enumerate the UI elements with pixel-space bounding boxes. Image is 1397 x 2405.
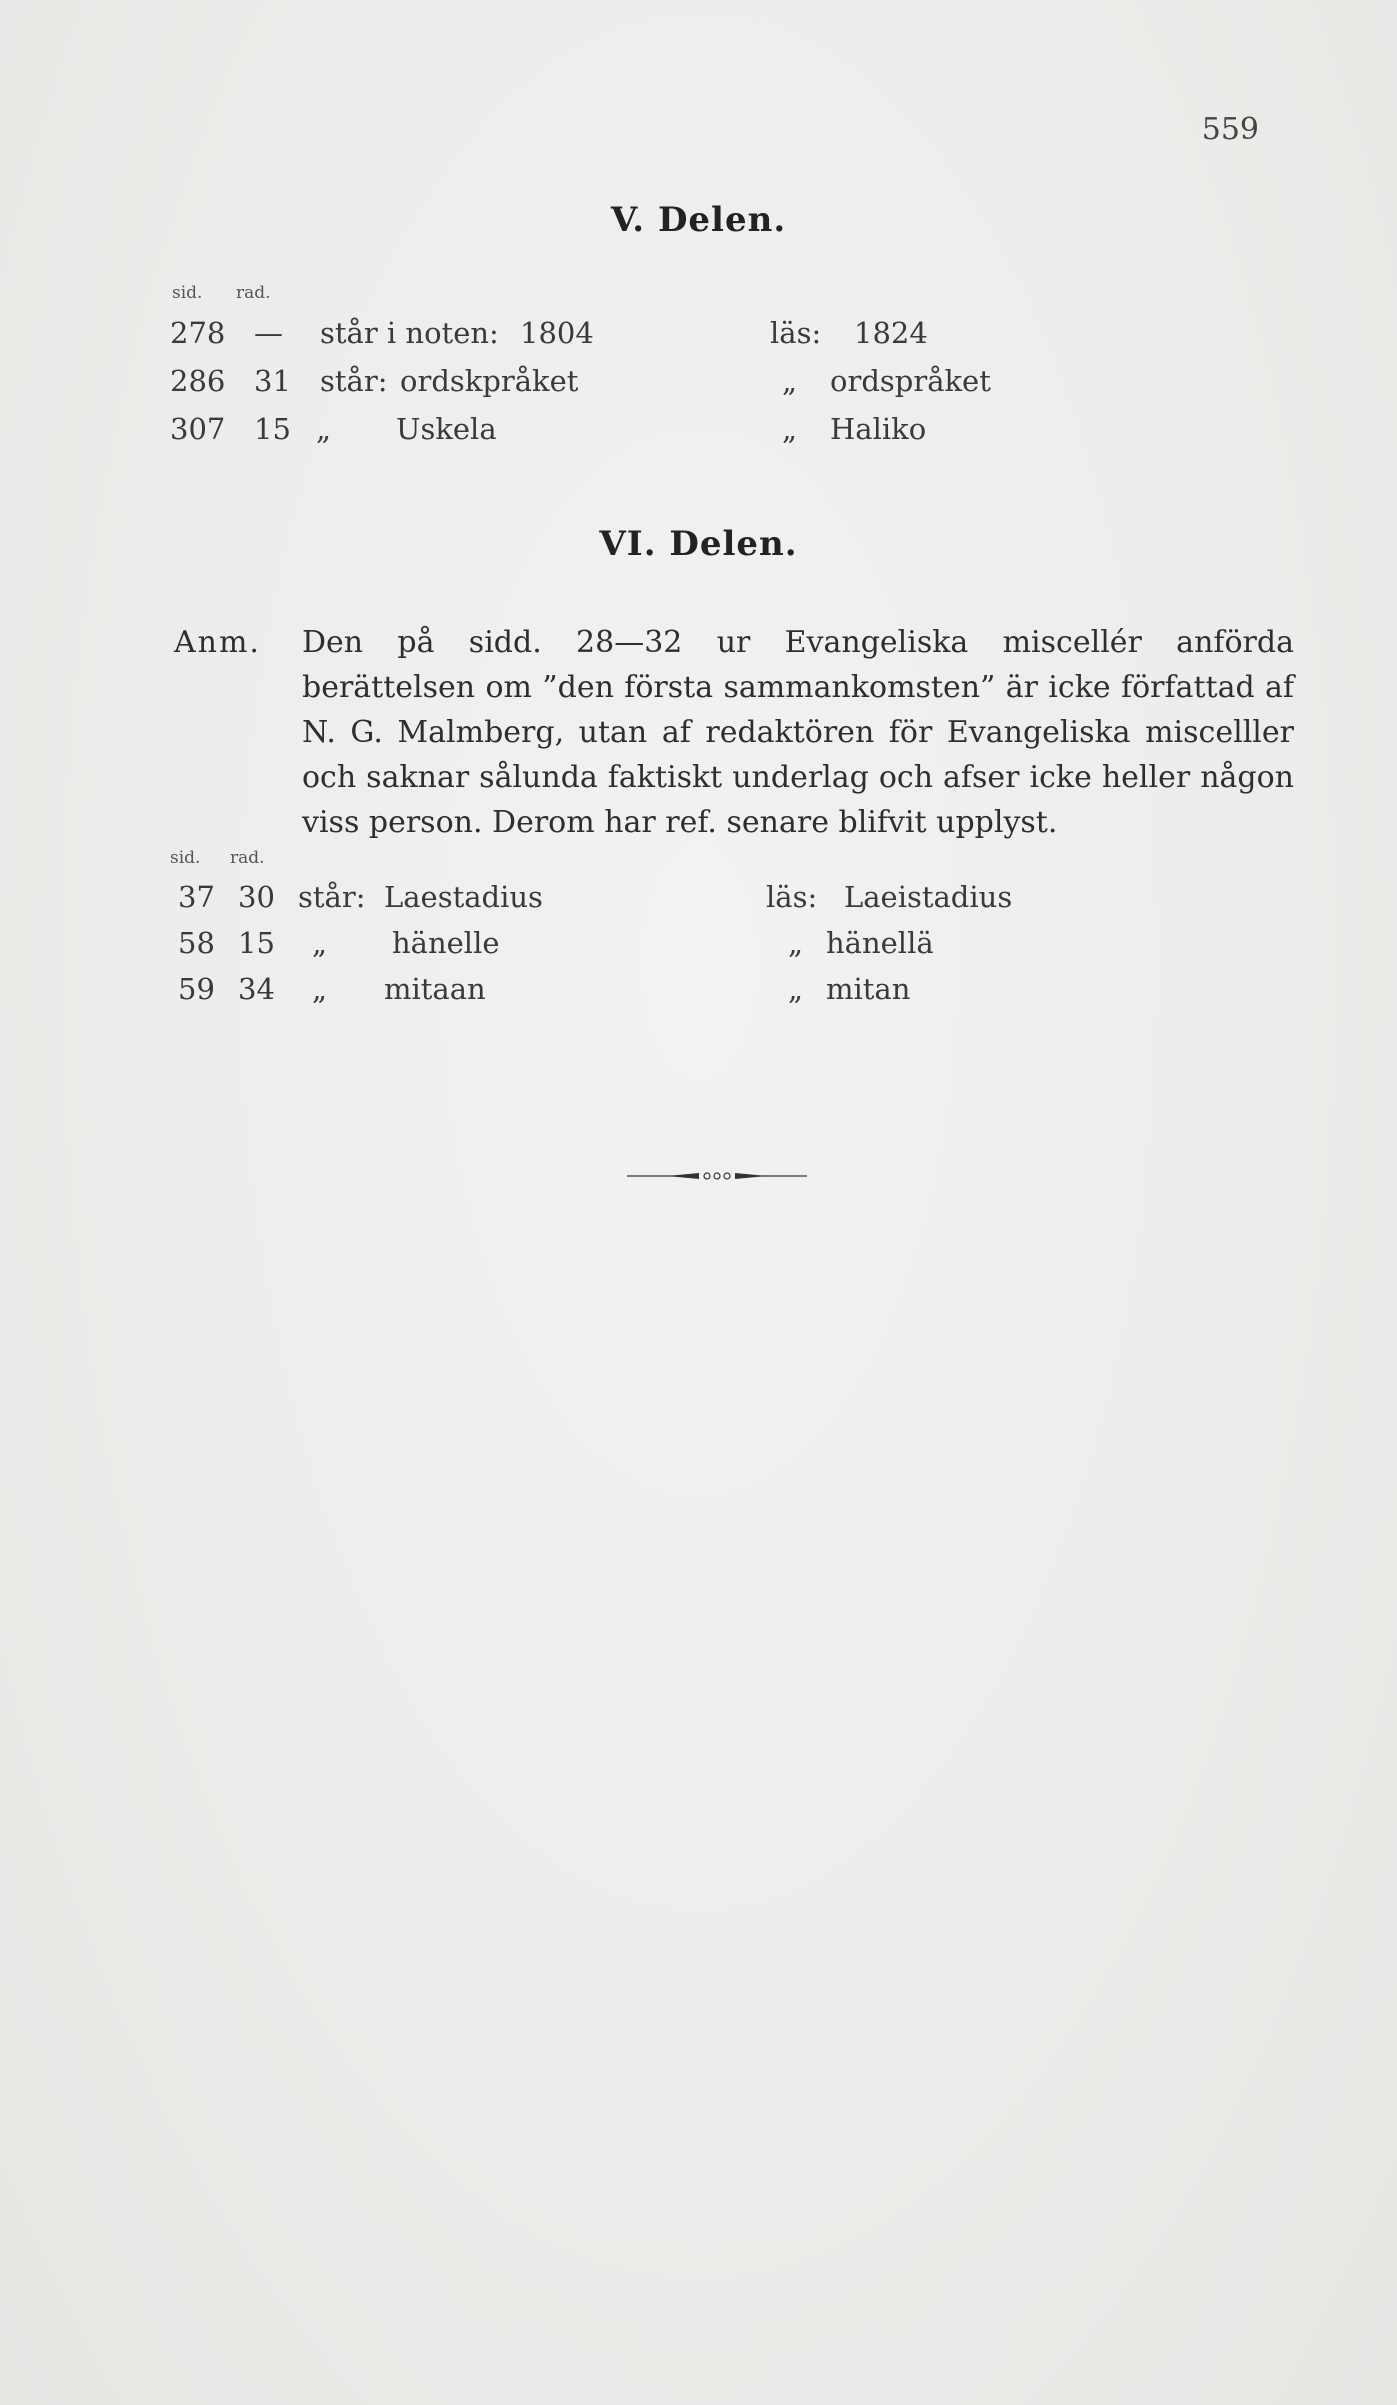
row-page: 307 — [170, 412, 226, 446]
erratum-row — [178, 972, 1078, 1012]
row-original: hänelle — [392, 926, 500, 960]
row-correction: Haliko — [830, 412, 927, 446]
row-original: Uskela — [396, 412, 497, 446]
row-correction: hänellä — [826, 926, 934, 960]
annotation-paragraph — [174, 620, 1294, 845]
column-header-rad: rad. — [236, 283, 271, 303]
row-line: 31 — [254, 364, 291, 398]
row-page: 278 — [170, 316, 226, 350]
column-header-sid: sid. — [172, 283, 203, 303]
page-number: 559 — [1201, 112, 1259, 147]
row-line: 30 — [238, 880, 275, 914]
row-read-label: „ — [782, 364, 798, 398]
annotation-label: Anm. — [174, 625, 261, 660]
row-label: „ — [312, 972, 328, 1006]
column-header-rad: rad. — [230, 848, 265, 868]
erratum-row — [170, 412, 1070, 452]
row-label: står: — [320, 364, 388, 398]
row-page: 58 — [178, 926, 215, 960]
row-page: 59 — [178, 972, 215, 1006]
row-page: 286 — [170, 364, 226, 398]
section-title-v: V. Delen. — [610, 200, 787, 240]
row-label: står i noten: — [320, 316, 499, 350]
row-read-label: „ — [788, 972, 804, 1006]
column-header-sid: sid. — [170, 848, 201, 868]
erratum-row — [170, 316, 1070, 356]
divider-ornament — [627, 1170, 807, 1182]
row-correction: ordspråket — [830, 364, 991, 398]
row-line: 34 — [238, 972, 275, 1006]
row-correction: 1824 — [854, 316, 928, 350]
row-original: Laestadius — [384, 880, 543, 914]
annotation-text: Den på sidd. 28—32 ur Evangeliska miscellér anförda berättelsen om ”den första sammankomsten” är icke författad af N. G. Malmberg, utan af redaktören för Evangeliska miscelller och saknar sålunda faktiskt underlag och afser icke heller någon viss person. Derom har ref. senare blifvit upplyst. — [302, 625, 1294, 840]
row-original: mitaan — [384, 972, 486, 1006]
section-title-vi: VI. Delen. — [599, 524, 798, 564]
erratum-row — [178, 926, 1078, 966]
erratum-row — [170, 364, 1070, 404]
row-read-label: „ — [782, 412, 798, 446]
row-correction: mitan — [826, 972, 911, 1006]
row-line: 15 — [254, 412, 291, 446]
row-label: „ — [316, 412, 332, 446]
row-read-label: läs: — [766, 880, 818, 914]
row-original: 1804 — [520, 316, 594, 350]
row-line: — — [254, 316, 283, 350]
row-read-label: läs: — [770, 316, 822, 350]
row-page: 37 — [178, 880, 215, 914]
erratum-row — [178, 880, 1078, 920]
row-label: „ — [312, 926, 328, 960]
row-read-label: „ — [788, 926, 804, 960]
row-line: 15 — [238, 926, 275, 960]
row-label: står: — [298, 880, 366, 914]
row-correction: Laeistadius — [844, 880, 1013, 914]
row-original: ordskpråket — [400, 364, 579, 398]
